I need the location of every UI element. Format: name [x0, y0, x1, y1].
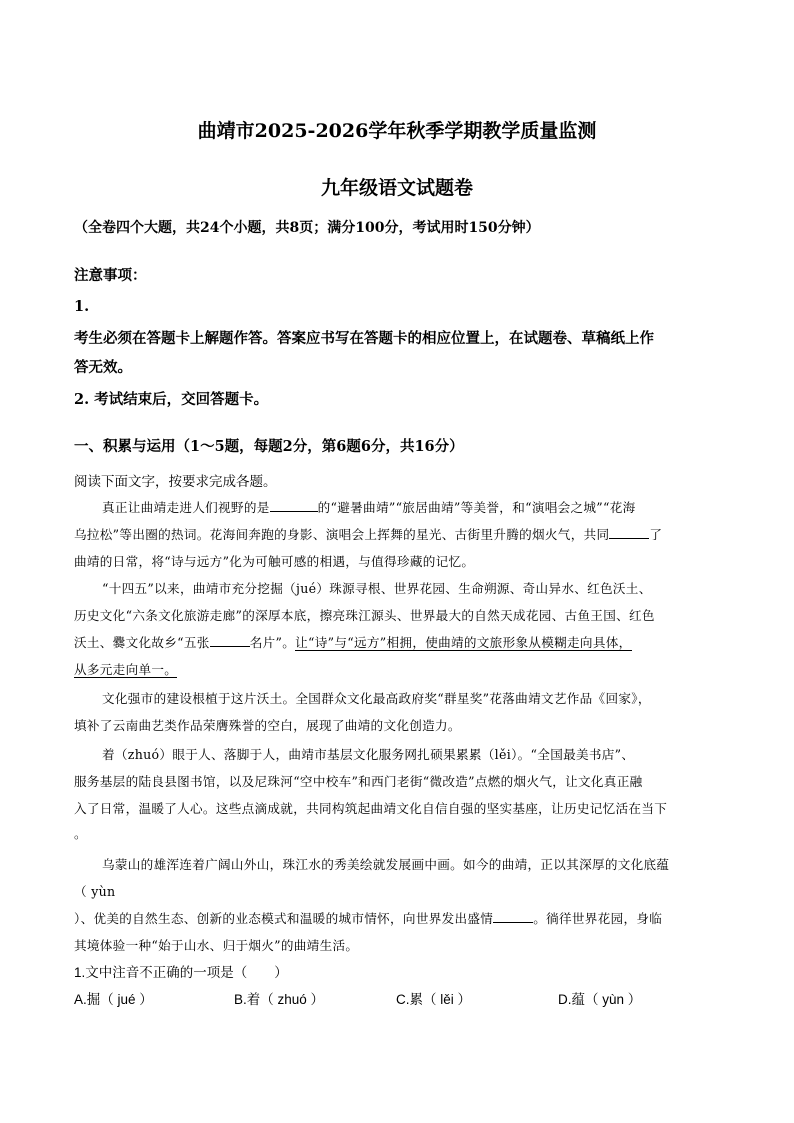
section1-heading: 一、积累与运用（1～5题，每题2分，第6题6分，共16分） [74, 438, 464, 455]
notice-item1-number: 1. [74, 298, 90, 315]
passage-p4-line1: 着（zhuó）眼于人、落脚于人，曲靖市基层文化服务网扎硕果累累（lěi）。“全国最美书店”、 [102, 747, 635, 762]
exam-title: 曲靖市2025-2026学年秋季学期教学质量监测 [197, 120, 597, 142]
passage-text: ）、优美的自然生态、创新的业态模式和温暖的城市情怀，向世界发出盛情 [74, 911, 494, 926]
passage-p1-line1 [102, 497, 636, 516]
passage-p1-line3: 曲靖的日常，将“诗与远方”化为可触可感的相遇，与值得珍藏的记忆。 [74, 554, 475, 569]
passage-p3-line2: 填补了云南曲艺类作品荣膺殊誉的空白，展现了曲靖的文化创造力。 [74, 718, 461, 733]
answer-blank [270, 499, 318, 512]
answer-blank [210, 634, 250, 647]
question1-option-c[interactable]: C.累（ lěi ） [396, 992, 472, 1007]
passage-text: 的“避暑曲靖”“旅居曲靖”等美誉，和“演唱会之城”“花海 [317, 500, 636, 515]
question1-option-b[interactable]: B.着（ zhuó ） [234, 992, 325, 1007]
notice-item1-line1: 考生必须在答题卡上解题作答。答案应书写在答题卡的相应位置上，在试题卷、草稿纸上作 [74, 330, 654, 347]
question1-stem: 1.文中注音不正确的一项是（ ） [74, 965, 288, 980]
passage-p2-line4 [74, 659, 177, 678]
passage-text: 乌拉松”等出圈的热词。花海间奔跑的身影、演唱会上挥舞的星光、古街里升腾的烟火气，共同 [74, 527, 610, 542]
section1-instruction: 阅读下面文字，按要求完成各题。 [74, 474, 277, 489]
answer-blank [609, 526, 649, 539]
passage-text: 真正让曲靖走进人们视野的是 [102, 500, 270, 515]
passage-p4-line4: 。 [74, 826, 87, 841]
passage-p5-line2: （ yùn [74, 884, 116, 899]
passage-p2-line3 [74, 632, 632, 651]
notice-heading: 注意事项： [74, 267, 147, 284]
passage-text: 沃土、爨文化故乡“五张 [74, 635, 210, 650]
passage-text: 名片”。 [249, 635, 296, 650]
passage-p4-line3: 入了日常，温暖了人心。这些点滴成就，共同构筑起曲靖文化自信自强的坚实基座，让历史记忆活在当下 [74, 801, 668, 816]
passage-p4-line2: 服务基层的陆良县图书馆，以及尼珠河“空中校车”和西门老街“微改造”点燃的烟火气，让文化真正融 [74, 774, 643, 789]
exam-subtitle: 九年级语文试题卷 [320, 177, 473, 199]
passage-text: 。徜徉世界花园，身临 [533, 911, 663, 926]
passage-p2-line1: “十四五”以来，曲靖市充分挖掘（jué）珠源寻根、世界花园、生命朔源、奇山异水、红色沃土、 [102, 581, 652, 596]
passage-p5-line3 [74, 908, 662, 927]
question1-option-d[interactable]: D.蕴（ yùn ） [558, 992, 642, 1007]
passage-p2-line2: 历史文化“六条文化旅游走廊”的深厚本底，擦亮珠江源头、世界最大的自然天成花园、古鱼王国、红色 [74, 608, 655, 623]
answer-blank [493, 910, 533, 923]
exam-info: （全卷四个大题，共24个小题，共8页；满分100分，考试用时150分钟） [74, 220, 540, 236]
notice-item1-line2: 答无效。 [74, 359, 132, 376]
notice-item2: 2. 考试结束后，交回答题卡。 [74, 391, 269, 408]
underlined-sentence: 让“诗”与“远方”相拥，使曲靖的文旅形象从模糊走向具体， [295, 635, 632, 650]
passage-p5-line1: 乌蒙山的雄浑连着广阔山外山，珠江水的秀美绘就发展画中画。如今的曲靖，正以其深厚的文化底蕴 [102, 857, 670, 872]
passage-p1-line2 [74, 524, 662, 543]
question1-option-a[interactable]: A.掘（ jué ） [74, 992, 153, 1007]
passage-p5-line4: 其境体验一种“始于山水、归于烟火”的曲靖生活。 [74, 938, 359, 953]
underlined-sentence-end: 从多元走向单一。 [74, 662, 178, 677]
passage-text: 了 [649, 527, 663, 542]
passage-p3-line1: 文化强市的建设根植于这片沃土。全国群众文化最高政府奖“群星奖”花落曲靖文艺作品《回家》， [102, 691, 651, 706]
